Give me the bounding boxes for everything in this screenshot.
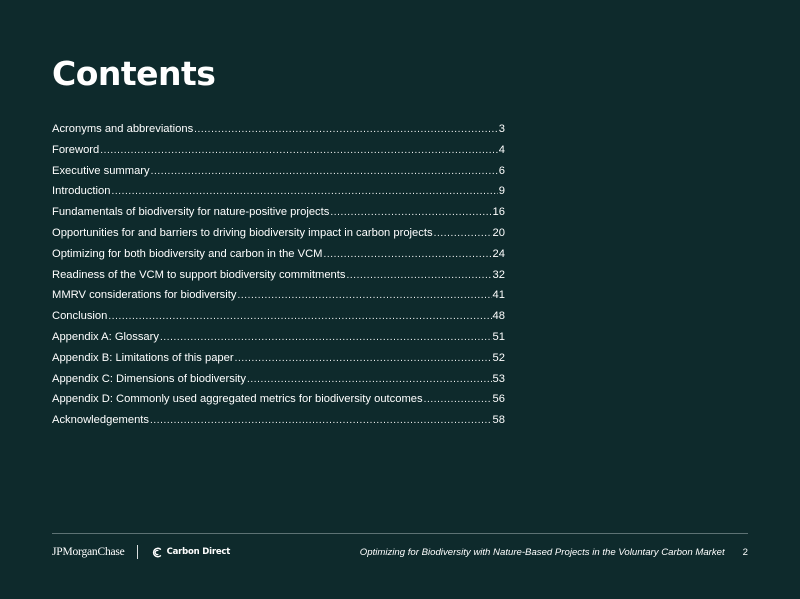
toc-entry-page: 32 bbox=[492, 268, 505, 281]
toc-entry-page: 53 bbox=[492, 372, 505, 385]
toc-dot-leader bbox=[160, 328, 492, 349]
toc-dot-leader bbox=[324, 245, 492, 266]
toc-dot-leader bbox=[247, 370, 492, 391]
toc-entry-title: Fundamentals of biodiversity for nature-positive projects bbox=[52, 206, 330, 219]
carbon-direct-mark-icon bbox=[152, 547, 163, 558]
toc-entry[interactable] bbox=[52, 161, 505, 182]
toc-entry-title: Opportunities for and barriers to driving biodiversity impact in carbon projects bbox=[52, 226, 433, 239]
toc-entry[interactable] bbox=[52, 265, 505, 286]
toc-dot-leader bbox=[424, 390, 492, 411]
toc-entry[interactable] bbox=[52, 306, 505, 327]
footer-page-number: 2 bbox=[742, 546, 748, 558]
toc-entry-title: Introduction bbox=[52, 185, 111, 198]
toc-dot-leader bbox=[346, 266, 491, 287]
toc-entry[interactable] bbox=[52, 140, 505, 161]
toc-entry[interactable] bbox=[52, 202, 505, 223]
logo-separator bbox=[137, 545, 138, 559]
toc-entry-page: 51 bbox=[492, 330, 505, 343]
toc-entry[interactable] bbox=[52, 223, 505, 244]
toc-entry-page: 48 bbox=[492, 310, 505, 323]
toc-dot-leader bbox=[150, 411, 492, 432]
toc-entry-title: Appendix A: Glossary bbox=[52, 330, 159, 343]
carbon-direct-logo bbox=[152, 547, 231, 558]
jpmorganchase-logo: JPMorganChase bbox=[52, 546, 125, 558]
toc-entry-page: 9 bbox=[498, 185, 505, 198]
toc-entry-page: 20 bbox=[492, 226, 505, 239]
toc-entry-title: Foreword bbox=[52, 143, 100, 156]
page-title: Contents bbox=[52, 54, 216, 93]
toc-entry-title: Appendix B: Limitations of this paper bbox=[52, 351, 234, 364]
toc-dot-leader bbox=[194, 120, 498, 141]
table-of-contents bbox=[52, 119, 505, 431]
toc-dot-leader bbox=[111, 182, 497, 203]
toc-entry-title: Acronyms and abbreviations bbox=[52, 123, 194, 135]
toc-entry-title: Optimizing for both biodiversity and carbon in the VCM bbox=[52, 247, 323, 260]
toc-entry[interactable] bbox=[52, 181, 505, 202]
toc-entry[interactable] bbox=[52, 285, 505, 306]
toc-dot-leader bbox=[237, 286, 491, 307]
toc-dot-leader bbox=[434, 224, 492, 245]
toc-entry-page: 4 bbox=[498, 143, 505, 156]
toc-entry[interactable] bbox=[52, 389, 505, 410]
page-footer bbox=[52, 542, 748, 562]
toc-entry[interactable] bbox=[52, 348, 505, 369]
footer-divider bbox=[52, 533, 748, 534]
toc-entry-title: Appendix C: Dimensions of biodiversity bbox=[52, 372, 247, 385]
toc-entry-page: 56 bbox=[492, 393, 505, 406]
toc-entry[interactable] bbox=[52, 327, 505, 348]
toc-entry-page: 6 bbox=[498, 164, 505, 177]
toc-entry[interactable] bbox=[52, 119, 505, 140]
toc-dot-leader bbox=[151, 162, 498, 183]
toc-entry[interactable] bbox=[52, 410, 505, 431]
toc-entry-page: 16 bbox=[492, 206, 505, 219]
toc-entry-page: 3 bbox=[498, 123, 505, 135]
toc-entry[interactable] bbox=[52, 244, 505, 265]
toc-entry-title: Readiness of the VCM to support biodiversity commitments bbox=[52, 268, 346, 281]
toc-entry-title: Acknowledgements bbox=[52, 414, 150, 427]
footer-document-title: Optimizing for Biodiversity with Nature-Based Projects in the Voluntary Carbon Market bbox=[359, 546, 725, 558]
carbon-direct-wordmark: Carbon Direct bbox=[166, 547, 231, 557]
toc-dot-leader bbox=[235, 349, 492, 370]
toc-entry-page: 24 bbox=[492, 247, 505, 260]
toc-dot-leader bbox=[108, 307, 491, 328]
toc-entry-page: 58 bbox=[492, 414, 505, 427]
toc-entry[interactable] bbox=[52, 369, 505, 390]
toc-entry-title: MMRV considerations for biodiversity bbox=[52, 289, 237, 302]
toc-entry-title: Conclusion bbox=[52, 310, 108, 323]
toc-entry-page: 52 bbox=[492, 351, 505, 364]
toc-dot-leader bbox=[330, 203, 491, 224]
toc-dot-leader bbox=[100, 141, 498, 162]
toc-entry-title: Appendix D: Commonly used aggregated metrics for biodiversity outcomes bbox=[52, 393, 423, 406]
toc-entry-title: Executive summary bbox=[52, 164, 150, 177]
toc-entry-page: 41 bbox=[492, 289, 505, 302]
